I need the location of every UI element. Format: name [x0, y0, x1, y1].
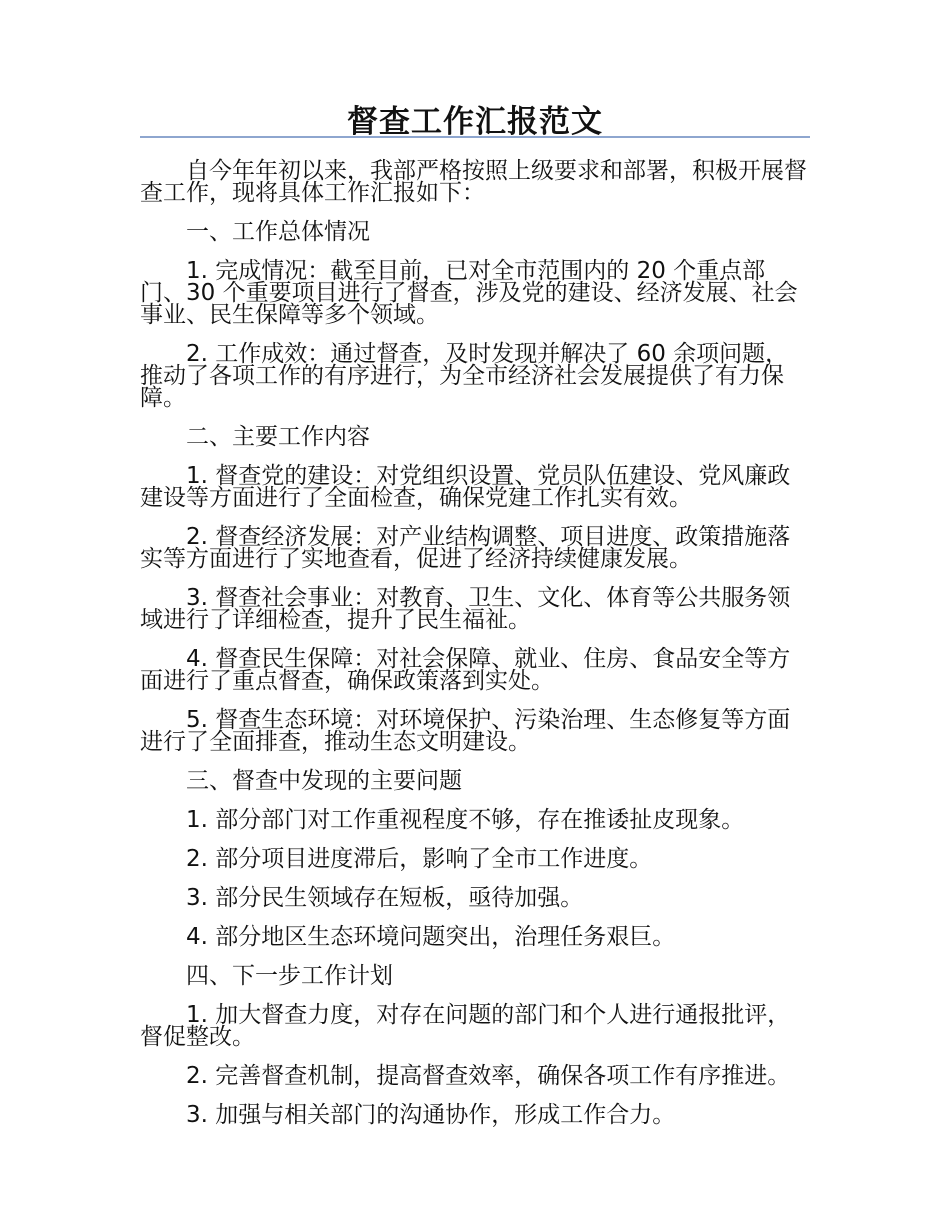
section-3-item-1: 1. 部分部门对工作重视程度不够，存在推诿扯皮现象。 [186, 807, 745, 833]
section-4-item-3: 3. 加强与相关部门的沟通协作，形成工作合力。 [186, 1102, 676, 1128]
section-1-item-2: 2. 工作成效：通过督查，及时发现并解决了 60 余项问题，推动了各项工作的有序进行，为全市经济社会发展提供了有力保障。 [140, 341, 789, 411]
section-2-item-3: 3. 督查社会事业：对教育、卫生、文化、体育等公共服务领域进行了详细检查，提升了民生福祉。 [140, 585, 791, 633]
document-title: 督查工作汇报范文 [347, 104, 603, 140]
section-1-item-1: 1. 完成情况：截至目前，已对全市范围内的 20 个重点部门、30 个重要项目进行了督查，涉及党的建设、经济发展、社会事业、民生保障等多个领域。 [140, 258, 798, 328]
section-heading-3: 三、督查中发现的主要问题 [186, 768, 462, 794]
document-page [140, 102, 810, 1126]
section-heading-2: 二、主要工作内容 [186, 424, 370, 450]
section-4-item-2: 2. 完善督查机制，提高督查效率，确保各项工作有序推进。 [186, 1063, 791, 1089]
intro-paragraph: 自今年年初以来，我部严格按照上级要求和部署，积极开展督查工作，现将具体工作汇报如下： [140, 158, 807, 206]
section-3-item-3: 3. 部分民生领域存在短板，亟待加强。 [186, 885, 584, 911]
section-heading-4: 四、下一步工作计划 [186, 963, 393, 989]
section-3-item-2: 2. 部分项目进度滞后，影响了全市工作进度。 [186, 846, 653, 872]
section-2-item-5: 5. 督查生态环境：对环境保护、污染治理、生态修复等方面进行了全面排查，推动生态文明建设。 [140, 707, 791, 755]
section-2-item-1: 1. 督查党的建设：对党组织设置、党员队伍建设、党风廉政建设等方面进行了全面检查，确保党建工作扎实有效。 [140, 463, 791, 511]
section-2-item-4: 4. 督查民生保障：对社会保障、就业、住房、食品安全等方面进行了重点督查，确保政策落到实处。 [140, 646, 791, 694]
section-heading-1: 一、工作总体情况 [186, 219, 370, 245]
section-4-item-1: 1. 加大督查力度，对存在问题的部门和个人进行通报批评，督促整改。 [140, 1002, 791, 1050]
section-2-item-2: 2. 督查经济发展：对产业结构调整、项目进度、政策措施落实等方面进行了实地查看，促进了经济持续健康发展。 [140, 524, 791, 572]
section-3-item-4: 4. 部分地区生态环境问题突出，治理任务艰巨。 [186, 924, 676, 950]
